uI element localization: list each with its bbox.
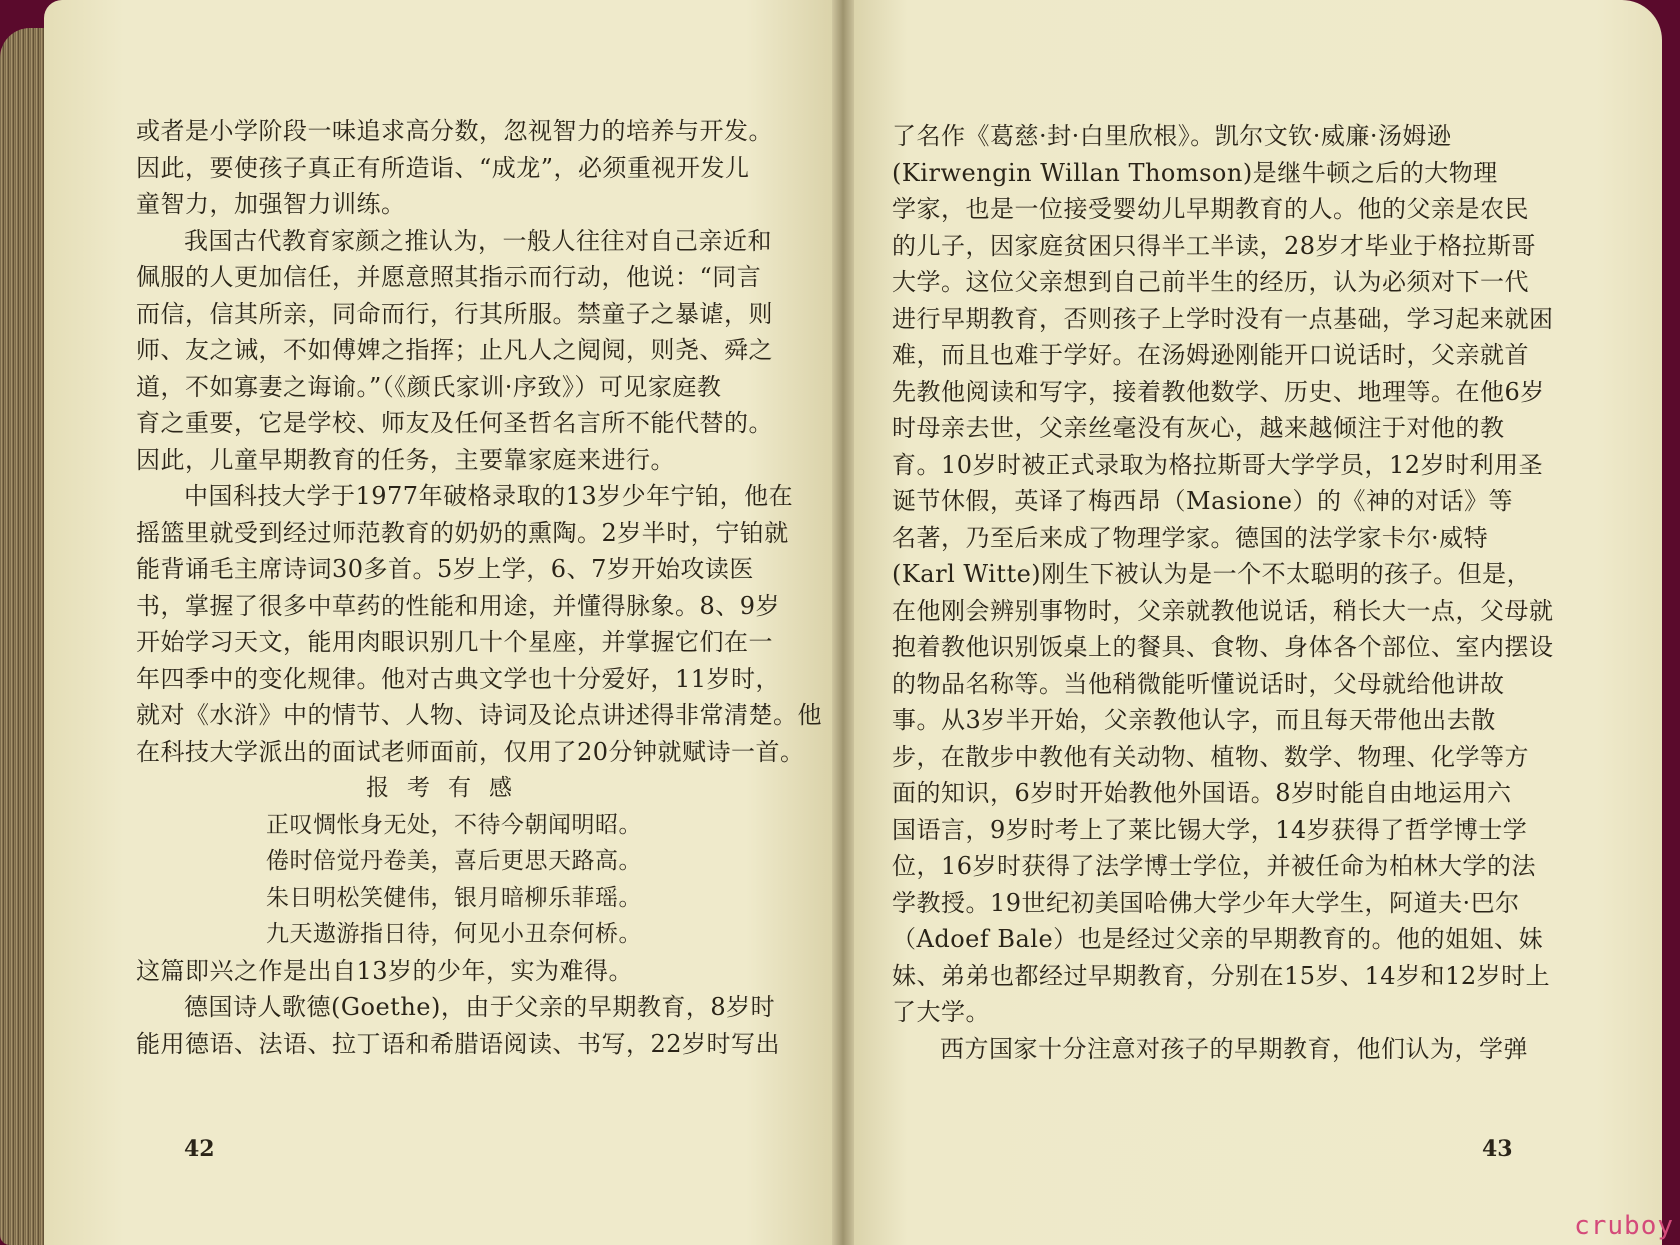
- text-line: 妹、弟弟也都经过早期教育，分别在15岁、14岁和12岁时上: [892, 961, 1551, 990]
- text-line: 时母亲去世，父亲丝毫没有灰心，越来越倾注于对他的教: [892, 414, 1505, 442]
- text-line: 位，16岁时获得了法学博士学位，并被任命为柏林大学的法: [892, 852, 1537, 880]
- text-line: (Kirwengin Willan Thomson)是继牛顿之后的大物理: [892, 158, 1498, 187]
- text-line: 了名作《葛慈·封·白里欣根》。凯尔文钦·威廉·汤姆逊: [892, 122, 1452, 150]
- text-line: 能背诵毛主席诗词30多首。5岁上学，6、7岁开始攻读医: [136, 555, 754, 583]
- poem-line: 九天遨游指日待，何见小丑奈何桥。: [266, 921, 642, 947]
- text-line: 抱着教他识别饭桌上的餐具、食物、身体各个部位、室内摆设: [892, 633, 1554, 661]
- text-line: 我国古代教育家颜之推认为，一般人往往对自己亲近和: [184, 226, 772, 255]
- text-line: 因此，要使孩子真正有所造诣、“成龙”，必须重视开发儿: [136, 153, 750, 182]
- text-line: 能用德语、法语、拉丁语和希腊语阅读、书写，22岁时写出: [136, 1029, 781, 1058]
- right-page-number: 43: [1482, 1136, 1513, 1162]
- text-line: 进行早期教育，否则孩子上学时没有一点基础，学习起来就困: [892, 304, 1554, 333]
- watermark: cruboy: [1574, 1211, 1674, 1241]
- text-line: 德国诗人歌德(Goethe)，由于父亲的早期教育，8岁时: [184, 993, 776, 1021]
- text-line: 国语言，9岁时考上了莱比锡大学，14岁获得了哲学博士学: [892, 815, 1528, 844]
- poem-line: 倦时倍觉丹卷美，喜后更思天路高。: [266, 848, 642, 874]
- text-line: （Adoef Bale）也是经过父亲的早期教育的。他的姐姐、妹: [892, 925, 1544, 953]
- left-page: [44, 0, 842, 1245]
- text-line: 学教授。19世纪初美国哈佛大学少年大学生，阿道夫·巴尔: [892, 888, 1520, 917]
- text-line: 童智力，加强智力训练。: [136, 190, 406, 218]
- book-gutter: [832, 0, 854, 1245]
- text-line: 就对《水浒》中的情节、人物、诗词及论点讲述得非常清楚。他: [136, 701, 822, 729]
- text-line: 学家，也是一位接受婴幼儿早期教育的人。他的父亲是农民: [892, 195, 1529, 223]
- left-page-number: 42: [184, 1136, 215, 1162]
- right-page-body: [892, 118, 1612, 1067]
- text-line: 大学。这位父亲想到自己前半生的经历，认为必须对下一代: [892, 268, 1529, 296]
- text-line: 佩服的人更加信任，并愿意照其指示而行动，他说：“同言: [136, 263, 762, 291]
- text-line: 先教他阅读和写字，接着教他数学、历史、地理等。在他6岁: [892, 377, 1545, 406]
- poem-line: 正叹惆怅身无处，不待今朝闻明昭。: [266, 811, 642, 838]
- text-line: 西方国家十分注意对孩子的早期教育，他们认为，学弹: [940, 1034, 1528, 1063]
- text-line: 难，而且也难于学好。在汤姆逊刚能开口说话时，父亲就首: [892, 341, 1529, 369]
- text-line: 师、友之诫，不如傅婢之指挥；止凡人之阋阋，则尧、舜之: [136, 336, 773, 364]
- text-line: 育之重要，它是学校、师友及任何圣哲名言所不能代替的。: [136, 409, 773, 437]
- text-line: 的物品名称等。当他稍微能听懂说话时，父母就给他讲故: [892, 669, 1505, 698]
- text-line: 名著，乃至后来成了物理学家。德国的法学家卡尔·威特: [892, 523, 1489, 552]
- poem-title: 报考有感: [366, 775, 530, 801]
- poem-line: 朱日明松笑健伟，银月暗柳乐菲瑶。: [266, 884, 642, 911]
- text-line: 诞节休假，英译了梅西昂（Masione）的《神的对话》等: [892, 487, 1513, 515]
- right-page: [842, 0, 1662, 1245]
- text-line: 步，在散步中教他有关动物、植物、数学、物理、化学等方: [892, 742, 1529, 771]
- left-page-body: [136, 113, 826, 1062]
- text-line: 面的知识，6岁时开始教他外国语。8岁时能自由地运用六: [892, 779, 1512, 807]
- text-line: (Karl Witte)刚生下被认为是一个不太聪明的孩子。但是，: [892, 560, 1532, 588]
- text-line: 道，不如寡妻之诲谕。”（《颜氏家训·序致》）可见家庭教: [136, 372, 722, 401]
- text-line: 事。从3岁半开始，父亲教他认字，而且每天带他出去散: [892, 706, 1496, 734]
- text-line: 或者是小学阶段一味追求高分数，忽视智力的培养与开发。: [136, 117, 773, 145]
- text-line: 年四季中的变化规律。他对古典文学也十分爱好，11岁时，: [136, 664, 781, 693]
- text-line: 而信，信其所亲，同命而行，行其所服。禁童子之暴谑，则: [136, 299, 773, 328]
- text-line: 书，掌握了很多中草药的性能和用途，并懂得脉象。8、9岁: [136, 591, 781, 620]
- text-line: 的儿子，因家庭贫困只得半工半读，28岁才毕业于格拉斯哥: [892, 231, 1537, 260]
- text-line: 在科技大学派出的面试老师面前，仅用了20分钟就赋诗一首。: [136, 737, 805, 766]
- text-line: 摇篮里就受到经过师范教育的奶奶的熏陶。2岁半时，宁铂就: [136, 518, 789, 547]
- text-line: 这篇即兴之作是出自13岁的少年，实为难得。: [136, 956, 634, 985]
- text-line: 开始学习天文，能用肉眼识别几十个星座，并掌握它们在一: [136, 628, 773, 656]
- text-line: 在他刚会辨别事物时，父亲就教他说话，稍长大一点，父母就: [892, 596, 1554, 625]
- text-line: 因此，儿童早期教育的任务，主要靠家庭来进行。: [136, 445, 675, 474]
- text-line: 了大学。: [892, 998, 990, 1026]
- text-line: 育。10岁时被正式录取为格拉斯哥大学学员，12岁时利用圣: [892, 450, 1544, 479]
- text-line: 中国科技大学于1977年破格录取的13岁少年宁铂，他在: [184, 482, 794, 510]
